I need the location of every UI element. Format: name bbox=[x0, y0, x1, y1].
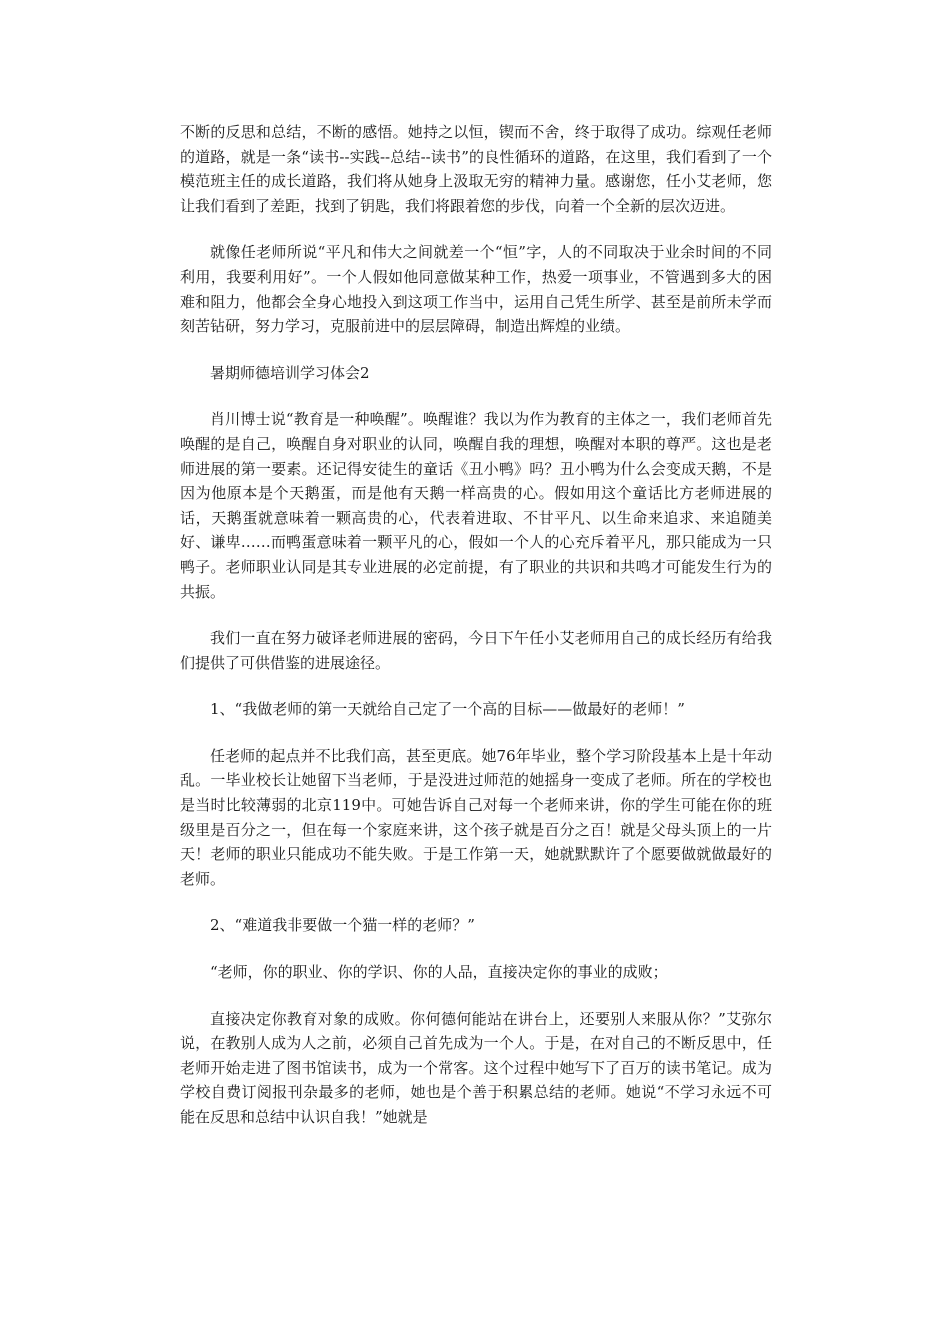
paragraph-7: 直接决定你教育对象的成败。你何德何能站在讲台上，还要别人来服从你？”艾弥尔说，在教别人成为人之前，必须自己首先成为一个人。于是，在对自己的不断反思中，任老师开始走进了图书馆读书，成为一个常客。这个过程中她写下了百万的读书笔记。成为学校自费订阅报刊杂最多的老师，她也是个善于积累总结的老师。她说“不学习永远不可能在反思和总结中认识自我！”她就是 bbox=[180, 1009, 772, 1126]
point-heading-1: 1、“我做老师的第一天就给自己定了一个高的目标——做最好的老师！” bbox=[210, 700, 685, 719]
paragraph-2: 就像任老师所说“平凡和伟大之间就差一个“恒”字，人的不同取决于业余时间的不同利用，我要利用好”。一个人假如他同意做某种工作，热爱一项事业，不管遇到多大的困难和阻力，他都会全身心地投入到这项工作当中，运用自己凭生所学、甚至是前所未学而刻苦钻研，努力学习，克服前进中的层层障碍，制造出辉煌的业绩。 bbox=[180, 243, 772, 336]
paragraph-3: 肖川博士说“教育是一种唤醒”。唤醒谁？我以为作为教育的主体之一，我们老师首先唤醒的是自己，唤醒自身对职业的认同，唤醒自我的理想，唤醒对本职的尊严。这也是老师进展的第一要素。还记得安徒生的童话《丑小鸭》吗？丑小鸭为什么会变成天鹅，不是因为他原本是个天鹅蛋，而是他有天鹅一样高贵的心。假如用这个童话比方老师进展的话，天鹅蛋就意味着一颗高贵的心，代表着进取、不甘平凡、以生命来追求、来追随美好、谦卑……而鸭蛋意味着一颗平凡的心，假如一个人的心充斥着平凡，那只能成为一只鸭子。老师职业认同是其专业进展的必定前提，有了职业的共识和共鸣才可能发生行为的共振。 bbox=[180, 410, 772, 601]
paragraph-6: “老师，你的职业、你的学识、你的人品，直接决定你的事业的成败； bbox=[210, 963, 668, 982]
paragraph-4: 我们一直在努力破译老师进展的密码，今日下午任小艾老师用自己的成长经历有给我们提供了可供借鉴的进展途径。 bbox=[180, 629, 772, 672]
section-heading: 暑期师德培训学习体会2 bbox=[210, 363, 370, 382]
point-heading-2: 2、“难道我非要做一个猫一样的老师？” bbox=[210, 916, 475, 935]
paragraph-5: 任老师的起点并不比我们高，甚至更底。她76年毕业，整个学习阶段基本上是十年动乱。一毕业校长让她留下当老师，于是没进过师范的她摇身一变成了老师。所在的学校也是当时比较薄弱的北京119中。可她告诉自己对每一个老师来讲，你的学生可能在你的班级里是百分之一，但在每一个家庭来讲，这个孩子就是百分之百！就是父母头顶上的一片天！老师的职业只能成功不能失败。于是工作第一天，她就默默许了个愿要做就做最好的老师。 bbox=[180, 746, 772, 888]
document-page bbox=[180, 120, 772, 1152]
paragraph-1: 不断的反思和总结，不断的感悟。她持之以恒，锲而不舍，终于取得了成功。综观任老师的道路，就是一条“读书--实践--总结--读书”的良性循环的道路，在这里，我们看到了一个模范班主任的成长道路，我们将从她身上汲取无穷的精神力量。感谢您，任小艾老师，您让我们看到了差距，找到了钥匙，我们将跟着您的步伐，向着一个全新的层次迈进。 bbox=[180, 123, 772, 215]
